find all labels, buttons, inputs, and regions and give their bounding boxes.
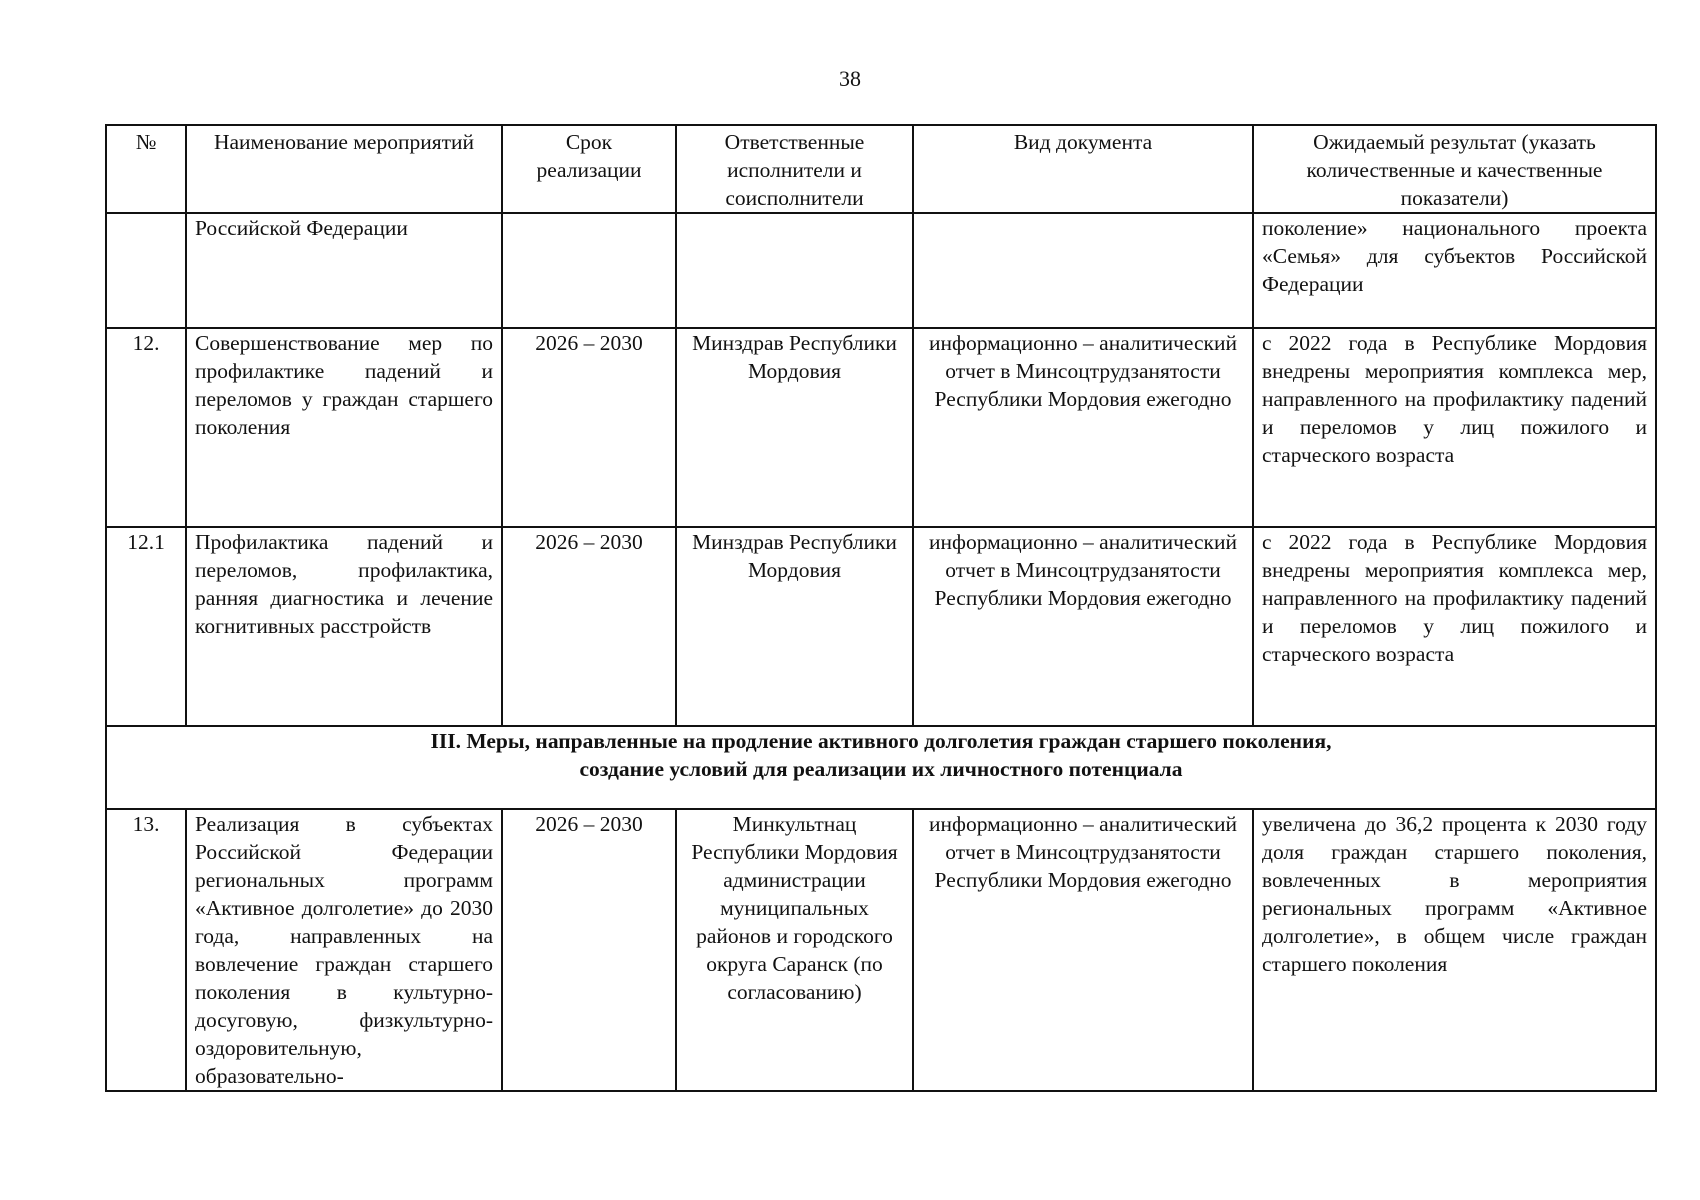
cell-term: 2026 – 2030 <box>502 328 676 527</box>
cell-doc-type <box>913 213 1253 328</box>
section-heading-line-1: III. Меры, направленные на продление активного долголетия граждан старшего поколения, <box>430 729 1332 753</box>
header-name: Наименование мероприятий <box>186 125 502 213</box>
cell-num <box>106 213 186 328</box>
cell-doc-type: информационно – аналитический отчет в Минсоцтрудзанятости Республики Мордовия ежегодно <box>913 527 1253 726</box>
cell-term: 2026 – 2030 <box>502 527 676 726</box>
cell-result: увеличена до 36,2 процента к 2030 году доля граждан старшего поколения, вовлеченных в мероприятия региональных программ «Активное долголетие», в общем числе граждан старшего поколения <box>1253 809 1656 1091</box>
cell-name: Совершенствование мер по профилактике падений и переломов у граждан старшего поколения <box>186 328 502 527</box>
cell-responsible: Минздрав Республики Мордовия <box>676 527 913 726</box>
header-responsible: Ответственные исполнители и соисполнители <box>676 125 913 213</box>
cell-name: Профилактика падений и переломов, профилактика, ранняя диагностика и лечение когнитивных расстройств <box>186 527 502 726</box>
cell-term <box>502 213 676 328</box>
cell-name: Реализация в субъектах Российской Федерации региональных программ «Активное долголетие» до 2030 года, направленных на вовлечение граждан старшего поколения в культурно-досуговую, физкультурно-оздоровительную, образовательно- <box>186 809 502 1091</box>
cell-result: с 2022 года в Республике Мордовия внедрены мероприятия комплекса мер, направленного на профилактику падений и переломов у лиц пожилого и старческого возраста <box>1253 527 1656 726</box>
table-row <box>106 527 1656 726</box>
cell-responsible <box>676 213 913 328</box>
cell-num: 13. <box>106 809 186 1091</box>
cell-doc-type: информационно – аналитический отчет в Минсоцтрудзанятости Республики Мордовия ежегодно <box>913 809 1253 1091</box>
header-term: Срок реализации <box>502 125 676 213</box>
cell-num: 12.1 <box>106 527 186 726</box>
table-row <box>106 809 1656 1091</box>
cell-doc-type: информационно – аналитический отчет в Минсоцтрудзанятости Республики Мордовия ежегодно <box>913 328 1253 527</box>
cell-name: Российской Федерации <box>186 213 502 328</box>
cell-num: 12. <box>106 328 186 527</box>
header-result: Ожидаемый результат (указать количественные и качественные показатели) <box>1253 125 1656 213</box>
measures-table <box>105 124 1657 1092</box>
table-row <box>106 213 1656 328</box>
page-number: 38 <box>839 66 861 91</box>
header-num: № <box>106 125 186 213</box>
section-heading <box>106 726 1656 809</box>
cell-responsible: Минздрав Республики Мордовия <box>676 328 913 527</box>
cell-result: поколение» национального проекта «Семья» для субъектов Российской Федерации <box>1253 213 1656 328</box>
table-row <box>106 328 1656 527</box>
section-heading-line-2: создание условий для реализации их личностного потенциала <box>579 757 1183 781</box>
header-doc-type: Вид документа <box>913 125 1253 213</box>
table-header-row <box>106 125 1656 213</box>
cell-term: 2026 – 2030 <box>502 809 676 1091</box>
cell-result: с 2022 года в Республике Мордовия внедрены мероприятия комплекса мер, направленного на профилактику падений и переломов у лиц пожилого и старческого возраста <box>1253 328 1656 527</box>
cell-responsible: Минкультнац Республики Мордовия администрации муниципальных районов и городского округа Саранск (по согласованию) <box>676 809 913 1091</box>
section-heading-row <box>106 726 1656 809</box>
